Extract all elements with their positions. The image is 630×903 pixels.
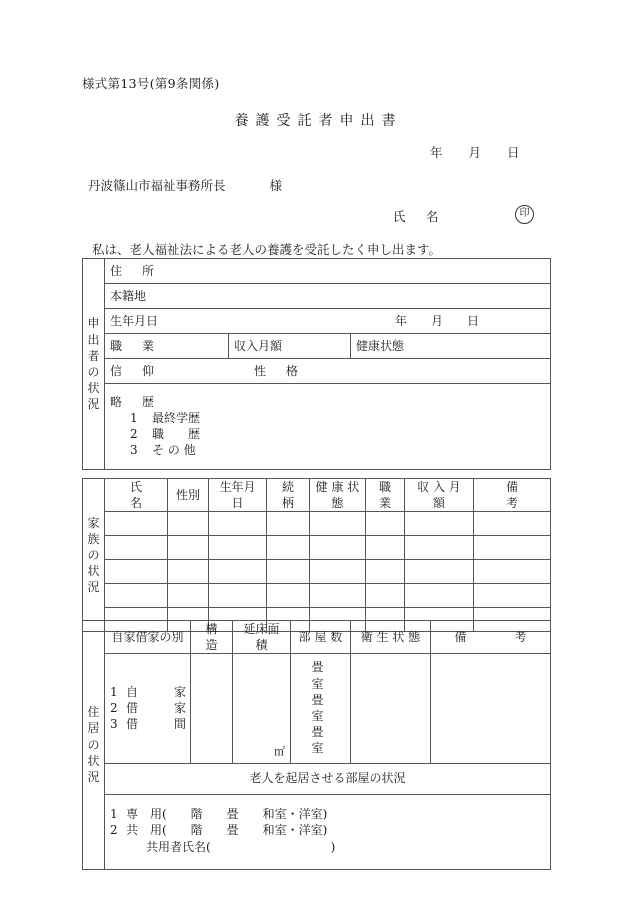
column-header-name: 氏 名 — [105, 479, 168, 512]
cell-income[interactable] — [405, 536, 474, 560]
form-number: 様式第13号(第9条関係) — [82, 76, 220, 91]
cell-gender[interactable] — [168, 584, 209, 608]
cell-health[interactable] — [310, 584, 366, 608]
field-registered-domicile[interactable]: 本籍地 — [105, 284, 551, 309]
cell-room-count[interactable] — [291, 654, 351, 763]
cell-relationship[interactable] — [267, 536, 310, 560]
table-row[interactable] — [83, 512, 551, 536]
cell-occupation[interactable] — [366, 560, 405, 584]
column-header-gender: 性別 — [168, 479, 209, 512]
column-header-structure: 構 造 — [191, 621, 233, 654]
applicant-name-label: 氏 名 — [393, 209, 443, 224]
cell-relationship[interactable] — [267, 560, 310, 584]
column-header-room-count: 部 屋 数 — [291, 621, 351, 654]
cell-name[interactable] — [105, 512, 168, 536]
list-item: 1 専 用( 階 畳 和室・洋室) — [110, 807, 328, 822]
declaration-statement: 私は、老人福祉法による老人の養護を受託したく申し出ます。 — [92, 242, 442, 257]
column-header-occupation: 職 業 — [366, 479, 405, 512]
list-item: 1 自 家 — [110, 684, 187, 699]
list-item: 畳 室 — [311, 660, 348, 691]
area-unit-label: ㎡ — [274, 744, 285, 758]
cell-gender[interactable] — [168, 512, 209, 536]
list-item: 2 職 歴 — [130, 427, 201, 441]
personality-label: 性 格 — [254, 363, 303, 378]
cell-housing-remarks[interactable] — [431, 654, 551, 763]
housing-status-table — [82, 620, 551, 870]
applicant-name-line — [393, 207, 443, 225]
addressee-name: 丹波篠山市福祉事務所長 — [88, 178, 226, 193]
cell-health[interactable] — [310, 512, 366, 536]
cell-name[interactable] — [105, 584, 168, 608]
column-header-floor-area: 延床面積 — [233, 621, 291, 654]
field-history[interactable] — [105, 384, 551, 470]
table-row[interactable] — [83, 560, 551, 584]
birth-month-label: 月 — [430, 313, 443, 328]
cell-name[interactable] — [105, 560, 168, 584]
applicant-status-table — [82, 258, 551, 470]
birth-day-label: 日 — [466, 313, 479, 328]
addressee-honorific: 様 — [269, 178, 283, 193]
field-ownership-options[interactable] — [105, 654, 191, 763]
cell-floor-area[interactable] — [233, 654, 291, 763]
date-day-label: 日 — [507, 145, 520, 160]
date-year-label: 年 — [430, 145, 443, 160]
housing-side-label: 住 居 の 状 況 — [83, 621, 105, 870]
elder-room-heading: 老人を起居させる部屋の状況 — [105, 763, 551, 794]
table-row[interactable] — [83, 536, 551, 560]
column-header-remarks: 備 考 — [474, 479, 551, 512]
cell-occupation[interactable] — [366, 536, 405, 560]
cell-relationship[interactable] — [267, 584, 310, 608]
seal-icon: 印 — [515, 205, 534, 224]
column-header-housing-remarks: 備 考 — [431, 621, 551, 654]
field-occupation[interactable]: 職 業 — [105, 334, 229, 359]
shared-user-name-field[interactable]: 共用者氏名( ) — [146, 839, 336, 854]
column-header-income: 収 入 月 額 — [405, 479, 474, 512]
column-header-relationship: 続 柄 — [267, 479, 310, 512]
cell-name[interactable] — [105, 536, 168, 560]
cell-remarks[interactable] — [474, 512, 551, 536]
cell-birthdate[interactable] — [209, 512, 267, 536]
field-religion-personality[interactable] — [105, 359, 551, 384]
cell-income[interactable] — [405, 512, 474, 536]
list-item: 2 借 家 — [110, 700, 187, 715]
field-monthly-income[interactable]: 収入月額 — [229, 334, 351, 359]
list-item: 畳 室 — [311, 692, 348, 723]
list-item: 3 借 間 — [110, 717, 187, 732]
applicant-side-label: 申 出 者 の 状 況 — [83, 259, 105, 470]
cell-remarks[interactable] — [474, 536, 551, 560]
cell-birthdate[interactable] — [209, 536, 267, 560]
column-header-sanitation: 衛 生 状 態 — [351, 621, 431, 654]
cell-relationship[interactable] — [267, 512, 310, 536]
list-item: 2 共 用( 階 畳 和室・洋室) — [110, 823, 328, 838]
submission-date-line — [430, 143, 520, 161]
history-heading: 略 歴 — [110, 394, 159, 409]
cell-remarks[interactable] — [474, 560, 551, 584]
cell-occupation[interactable] — [366, 584, 405, 608]
cell-birthdate[interactable] — [209, 560, 267, 584]
table-row[interactable] — [83, 584, 551, 608]
cell-birthdate[interactable] — [209, 584, 267, 608]
field-birthdate[interactable]: 生年月日 年 月 日 — [105, 309, 551, 334]
cell-structure[interactable] — [191, 654, 233, 763]
cell-remarks[interactable] — [474, 584, 551, 608]
date-month-label: 月 — [468, 145, 482, 160]
list-item: 畳 室 — [311, 725, 348, 756]
cell-gender[interactable] — [168, 560, 209, 584]
cell-sanitation[interactable] — [351, 654, 431, 763]
cell-gender[interactable] — [168, 536, 209, 560]
list-item: 1 最終学歴 — [130, 410, 201, 425]
religion-label: 信 仰 — [110, 363, 159, 378]
field-elder-room-options[interactable] — [105, 794, 551, 869]
field-address[interactable]: 住 所 — [105, 259, 551, 284]
field-health-status[interactable]: 健康状態 — [351, 334, 551, 359]
cell-health[interactable] — [310, 560, 366, 584]
cell-income[interactable] — [405, 584, 474, 608]
column-header-birthdate: 生年月日 — [209, 479, 267, 512]
family-status-table — [82, 478, 567, 632]
cell-health[interactable] — [310, 536, 366, 560]
document-title: 養護受託者申出書 — [234, 113, 403, 129]
column-header-health: 健 康 状 態 — [310, 479, 366, 512]
history-item-list — [110, 410, 545, 459]
family-side-label: 家 族 の 状 況 — [83, 479, 105, 632]
cell-occupation[interactable] — [366, 512, 405, 536]
addressee-line — [88, 176, 282, 194]
list-item: 3 そ の 他 — [130, 443, 196, 458]
birth-year-label: 年 — [394, 313, 407, 328]
column-header-ownership: 自家借家の別 — [105, 621, 191, 654]
cell-income[interactable] — [405, 560, 474, 584]
